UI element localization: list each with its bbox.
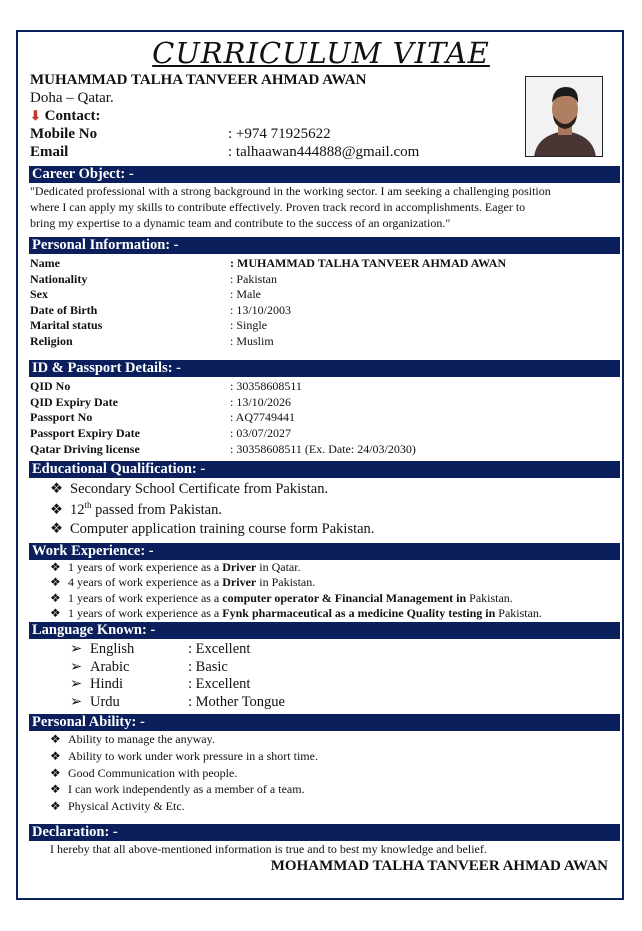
diamond-bullet-icon: ❖: [50, 575, 61, 590]
language-level: : Excellent: [188, 676, 251, 693]
ability-text: Good Communication with people.: [68, 765, 238, 780]
signature-name: MOHAMMAD TALHA TANVEER AHMAD AWAN: [270, 858, 608, 874]
field-value: : Single: [230, 318, 268, 333]
language-item: [70, 641, 250, 658]
language-name: Urdu: [90, 694, 120, 711]
education-item: ❖ Computer application training course form Pakistan.: [50, 521, 375, 537]
info-row: [30, 272, 620, 288]
diamond-bullet-icon: ❖: [50, 501, 63, 518]
career-heading: Career Object: -: [29, 166, 620, 183]
info-row: [30, 379, 620, 395]
work-text: 1 years of work experience as a: [68, 605, 223, 620]
field-label: Nationality: [30, 271, 88, 286]
contact-arrow-icon: ⬇: [30, 108, 41, 123]
language-item: [70, 694, 285, 711]
language-name: English: [90, 641, 135, 657]
diamond-bullet-icon: ❖: [50, 782, 61, 797]
declaration-heading: Declaration: -: [29, 824, 620, 841]
arrow-bullet-icon: ➢: [70, 641, 83, 657]
field-value: : Pakistan: [230, 271, 277, 286]
arrow-bullet-icon: ➢: [70, 676, 83, 693]
work-text: 1 years of work experience as a: [68, 590, 223, 605]
ability-heading: Personal Ability: -: [29, 714, 620, 731]
work-role: computer operator & Financial Management in: [222, 590, 467, 605]
work-item: [50, 575, 315, 590]
language-item: [70, 659, 228, 676]
field-label: Name: [30, 256, 60, 270]
work-location: Pakistan.: [495, 605, 542, 620]
work-location: Pakistan.: [466, 590, 513, 605]
work-location: in Qatar.: [256, 560, 301, 574]
diamond-bullet-icon: ❖: [50, 765, 61, 780]
diamond-bullet-icon: ❖: [50, 799, 61, 814]
language-level: : Basic: [188, 658, 228, 675]
diamond-bullet-icon: ❖: [50, 748, 61, 763]
contact-heading: ⬇ Contact:: [30, 108, 101, 124]
info-row: [30, 426, 620, 442]
education-heading: Educational Qualification: -: [29, 461, 620, 478]
field-value: : 13/10/2003: [230, 302, 292, 317]
field-value: : 13/10/2026: [230, 394, 292, 409]
field-label: Passport Expiry Date: [30, 426, 140, 441]
ability-text: Physical Activity & Etc.: [68, 799, 185, 814]
diamond-bullet-icon: ❖: [50, 732, 61, 746]
field-label: Qatar Driving license: [30, 441, 140, 456]
info-row: [30, 410, 620, 426]
field-label: Religion: [30, 334, 73, 348]
declaration-text: I hereby that all above-mentioned information is true and to best my knowledge and belief.: [50, 842, 487, 856]
diamond-bullet-icon: ❖: [50, 590, 61, 605]
ability-text: Ability to work under work pressure in a short time.: [68, 748, 318, 763]
ability-text: Ability to manage the anyway.: [68, 732, 215, 746]
cv-title: CURRICULUM VITAE: [152, 36, 490, 70]
field-label: QID No: [30, 379, 71, 393]
ability-item: [50, 766, 237, 781]
info-row: [30, 395, 620, 411]
personal-heading: Personal Information: -: [29, 237, 620, 254]
info-row: [30, 318, 620, 334]
field-label: QID Expiry Date: [30, 394, 118, 409]
work-text: 4 years of work experience as a: [68, 575, 223, 590]
info-row: [30, 287, 620, 303]
profile-photo: [525, 76, 603, 157]
work-location: in Pakistan.: [256, 575, 316, 590]
work-role: Driver: [222, 560, 257, 574]
field-value: : 03/07/2027: [230, 426, 292, 441]
work-role: Driver: [222, 575, 257, 590]
work-item: [50, 606, 542, 621]
diamond-bullet-icon: ❖: [50, 521, 63, 537]
education-item: ❖ 12th passed from Pakistan.: [50, 500, 222, 518]
ability-item: [50, 749, 318, 764]
career-objective: "Dedicated professional with a strong background in the working sector. I am seeking a challenging position where I can apply my skills to contribute effectively. Proven track record in accomplishments. Eager to bring my expertise to a dynamic team and contribute to the success of an organization.": [30, 184, 551, 230]
diamond-bullet-icon: ❖: [50, 605, 61, 620]
language-name: Arabic: [90, 658, 130, 675]
field-value: : Muslim: [230, 334, 274, 348]
field-label: Sex: [30, 287, 48, 302]
contact-mobile: Mobile No : +974 71925622: [30, 126, 331, 142]
ability-item: [50, 782, 305, 797]
field-label: Date of Birth: [30, 302, 98, 317]
field-value: : MUHAMMAD TALHA TANVEER AHMAD AWAN: [230, 256, 507, 270]
id-heading: ID & Passport Details: -: [29, 360, 620, 377]
language-item: [70, 676, 250, 693]
info-row: [30, 334, 620, 350]
field-value: : AQ7749441: [230, 410, 296, 425]
arrow-bullet-icon: ➢: [70, 658, 83, 675]
education-item: ❖ Secondary School Certificate from Pakistan.: [50, 481, 329, 497]
field-value: : 30358608511: [230, 379, 302, 393]
work-item: [50, 591, 513, 606]
work-text: 1 years of work experience as a: [68, 560, 223, 574]
diamond-bullet-icon: ❖: [50, 481, 63, 497]
location: Doha – Qatar.: [30, 90, 114, 106]
field-label: Passport No: [30, 410, 93, 425]
applicant-name: MUHAMMAD TALHA TANVEER AHMAD AWAN: [30, 72, 367, 88]
field-value: : 30358608511 (Ex. Date: 24/03/2030): [230, 441, 416, 456]
arrow-bullet-icon: ➢: [70, 694, 83, 711]
field-value: : Male: [230, 287, 261, 302]
language-name: Hindi: [90, 676, 124, 693]
language-level: : Excellent: [188, 641, 251, 657]
language-heading: Language Known: -: [29, 622, 620, 639]
ability-item: [50, 799, 185, 814]
work-role: Fynk pharmaceutical as a medicine Quality testing in: [222, 605, 496, 620]
info-row: [30, 256, 620, 272]
work-heading: Work Experience: -: [29, 543, 620, 560]
language-level: : Mother Tongue: [188, 694, 285, 711]
work-item: [50, 560, 301, 575]
field-label: Marital status: [30, 318, 103, 333]
ability-item: [50, 732, 215, 747]
diamond-bullet-icon: ❖: [50, 560, 61, 574]
ability-text: I can work independently as a member of a team.: [68, 782, 305, 797]
info-row: [30, 303, 620, 319]
info-row: [30, 442, 620, 458]
contact-email: Email : talhaawan444888@gmail.com: [30, 144, 420, 160]
